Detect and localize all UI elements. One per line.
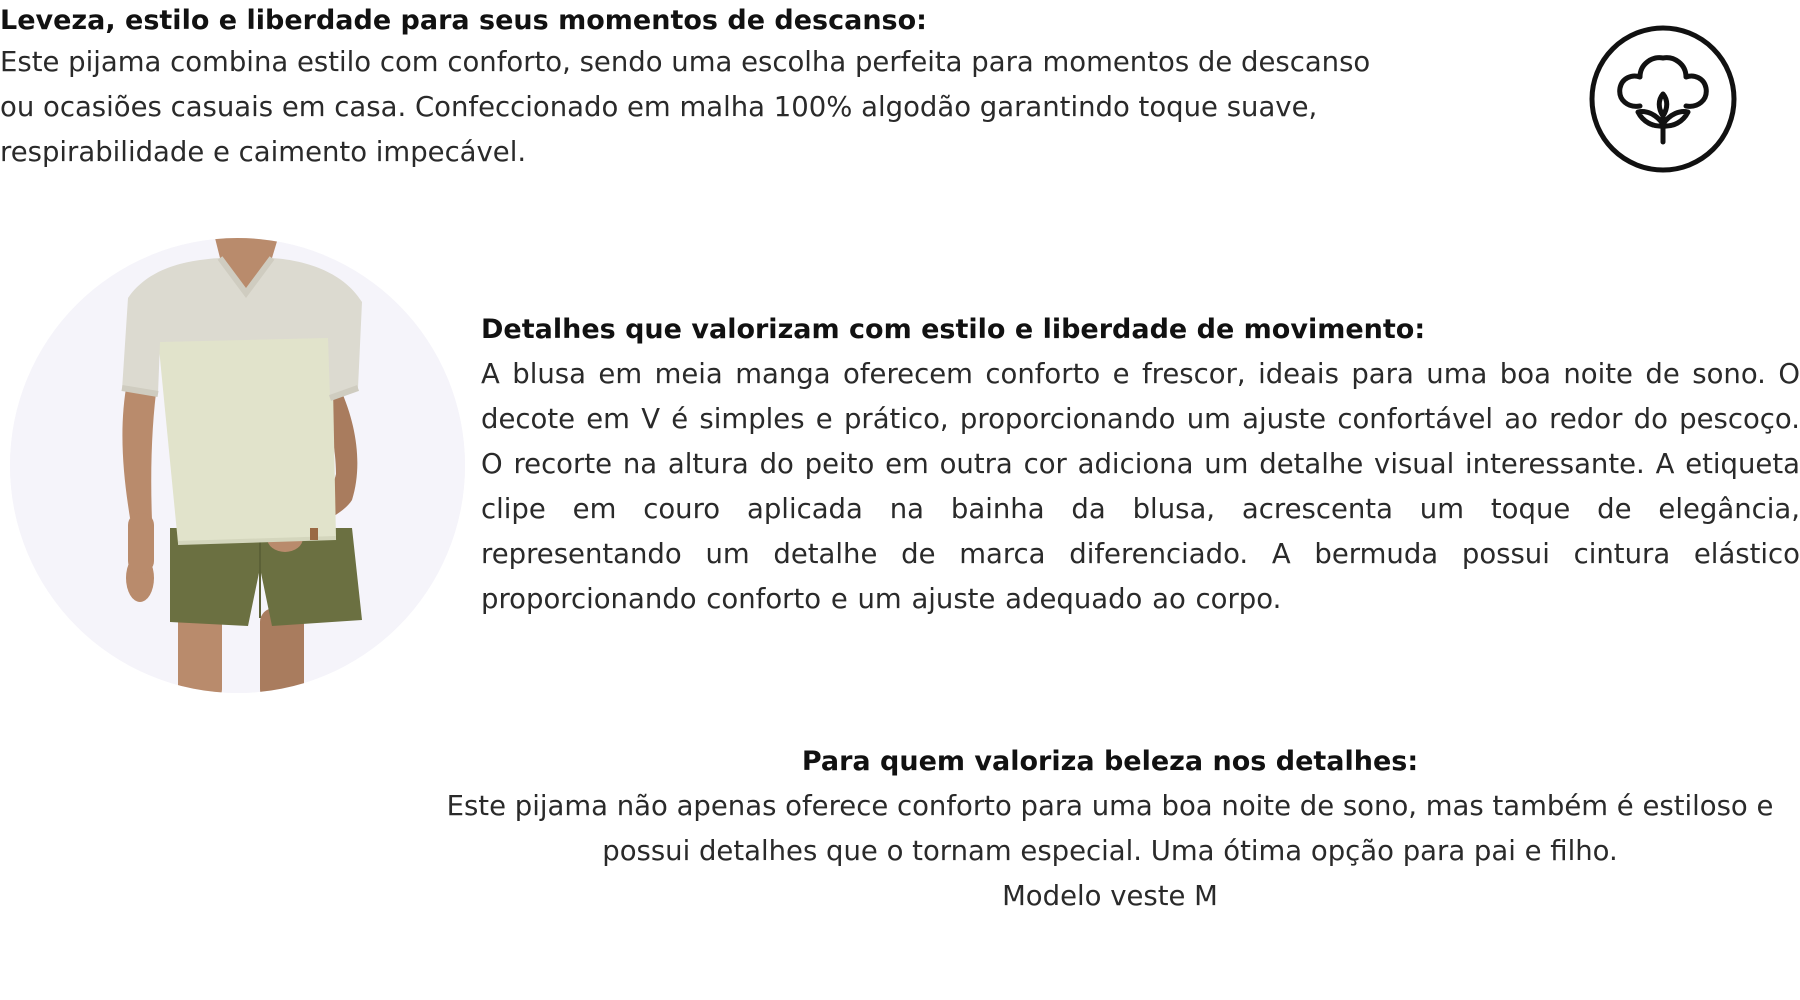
closing-line-2: possui detalhes que o tornam especial. Uma ótima opção para pai e filho. (602, 835, 1618, 867)
closing-section (300, 740, 1800, 919)
intro-line-2: ou ocasiões casuais em casa. Confeccionado em malha 100% algodão garantindo toque suave, (0, 91, 1318, 123)
details-paragraph: A blusa em meia manga oferecem conforto e frescor, ideais para uma boa noite de sono. O decote em V é simples e prático, proporcionando um ajuste confortável ao redor do pescoço. O recorte na altura do peito em outra cor adiciona um detalhe visual interessante. A etiqueta clipe em couro aplicada na bainha da blusa, acrescenta um toque de elegância, representando um detalhe de marca diferenciado. A bermuda possui cintura elástico proporcionando conforto e um ajuste adequado ao corpo. (481, 358, 1800, 615)
closing-heading: Para quem valoriza beleza nos detalhes: (801, 746, 1419, 777)
intro-section (0, 2, 1500, 175)
details-section (481, 308, 1800, 622)
details-heading: Detalhes que valorizam com estilo e liberdade de movimento: (481, 314, 1426, 345)
closing-line-1: Este pijama não apenas oferece conforto para uma boa noite de sono, mas também é estiloso e (446, 790, 1774, 822)
closing-paragraph (300, 784, 1800, 919)
intro-line-1: Este pijama combina estilo com conforto, sendo uma escolha perfeita para momentos de descanso (0, 46, 1371, 78)
cotton-flower-icon (1588, 24, 1738, 174)
model-size-note: Modelo veste M (1002, 880, 1218, 912)
model-pajama-photo (10, 238, 465, 693)
intro-line-3: respirabilidade e caimento impecável. (0, 136, 527, 168)
intro-heading: Leveza, estilo e liberdade para seus momentos de descanso: (0, 5, 927, 36)
intro-paragraph (0, 40, 1500, 175)
